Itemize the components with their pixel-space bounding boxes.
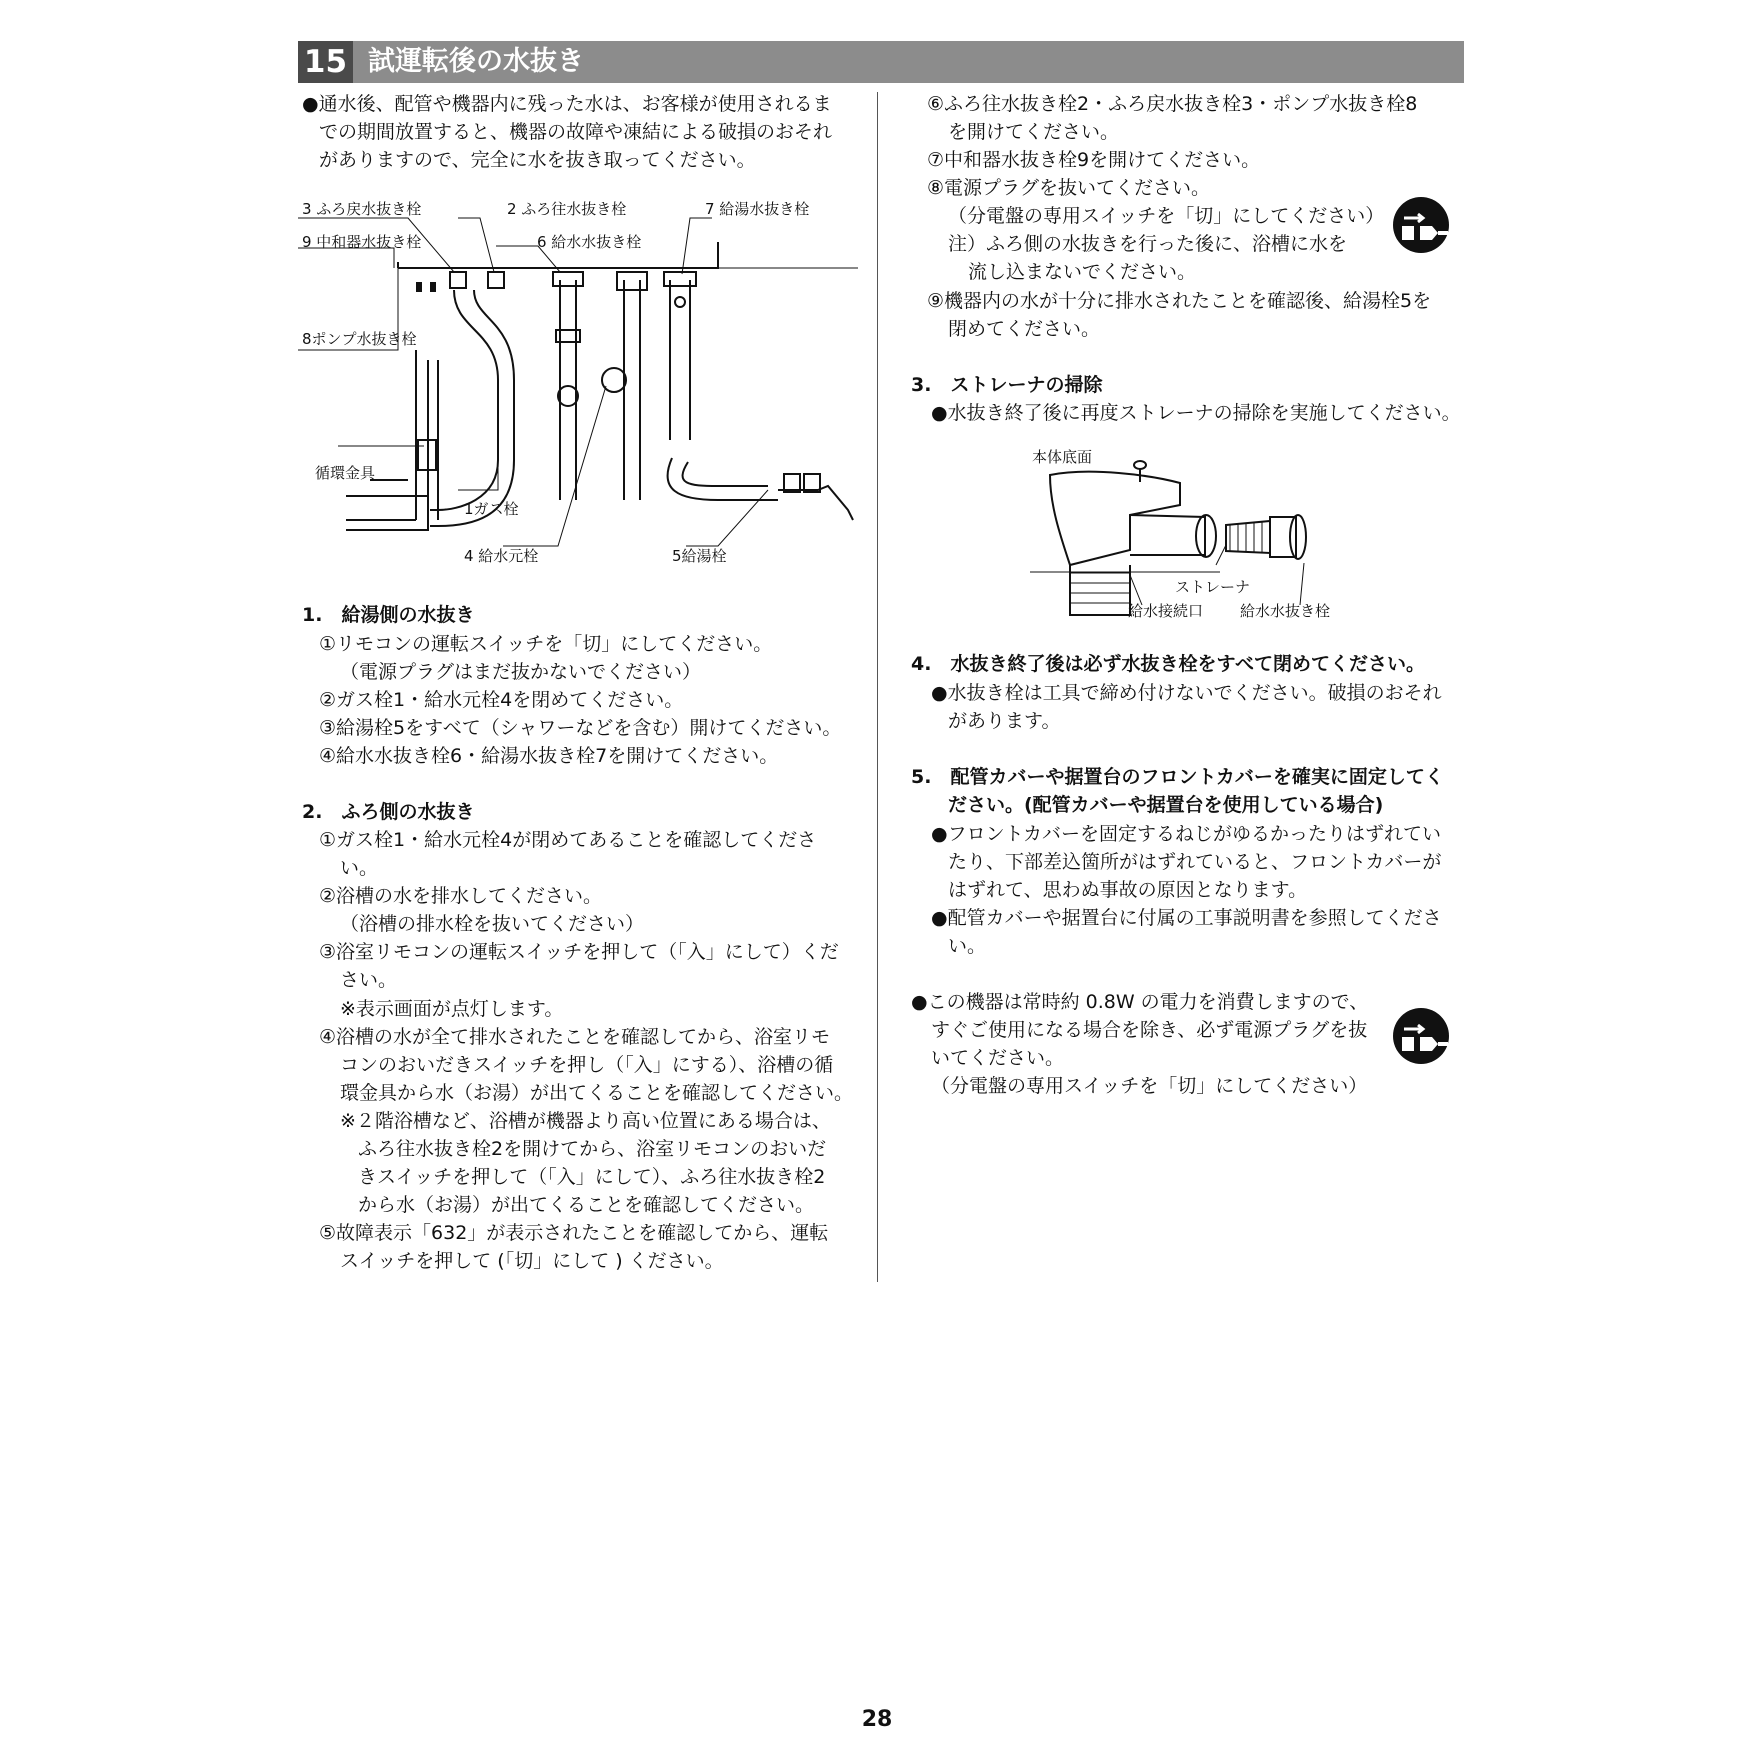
sec1-title: 1. 給湯側の水抜き: [302, 604, 475, 626]
label-unit-bottom: 本体底面: [1032, 448, 1093, 466]
label-water-supply-drain: 6 給水水抜き栓: [537, 233, 642, 251]
label-circulation-fitting: 循環金具: [315, 464, 376, 482]
sec2-line: さい。: [340, 969, 398, 991]
step-line: ⑥ふろ往水抜き栓2・ふろ戻水抜き栓3・ポンプ水抜き栓8: [927, 93, 1418, 115]
sec5-line: たり、下部差込箇所がはずれていると、フロントカバーが: [948, 851, 1442, 873]
label-furo-outgoing-drain: 2 ふろ往水抜き栓: [507, 200, 627, 218]
column-divider: [877, 92, 878, 1282]
step-line: （分電盤の専用スイッチを「切」にしてください）: [948, 205, 1385, 227]
note-line: （分電盤の専用スイッチを「切」にしてください）: [931, 1075, 1368, 1097]
sec1-line: ④給水水抜き栓6・給湯水抜き栓7を開けてください。: [319, 745, 779, 767]
step-line: ⑦中和器水抜き栓9を開けてください。: [927, 149, 1261, 171]
sec2-title: 2. ふろ側の水抜き: [302, 801, 475, 823]
step-line: 注）ふろ側の水抜きを行った後に、浴槽に水を: [948, 233, 1348, 255]
sec2-line: 環金具から水（お湯）が出てくることを確認してください。: [340, 1082, 854, 1104]
sec5-line: はずれて、思わぬ事故の原因となります。: [948, 879, 1308, 901]
sec2-line: から水（お湯）が出てくることを確認してください。: [358, 1194, 815, 1216]
sec2-line: スイッチを押して (「切」にして ) ください。: [340, 1250, 724, 1272]
sec5-title: ださい。(配管カバーや据置台を使用している場合): [948, 794, 1384, 816]
sec5-line: ●配管カバーや据置台に付属の工事説明書を参照してくださ: [931, 907, 1442, 929]
sec1-line: ②ガス栓1・給水元栓4を閉めてください。: [319, 689, 684, 711]
note-line: ●この機器は常時約 0.8W の電力を消費しますので、: [911, 991, 1369, 1013]
sec2-line: （浴槽の排水栓を抜いてください）: [340, 913, 645, 935]
sec2-line: ③浴室リモコンの運転スイッチを押して（「入」にして）くだ: [319, 941, 839, 963]
label-neutralizer-drain: 9 中和器水抜き栓: [302, 233, 422, 251]
sec2-line: ②浴槽の水を排水してください。: [319, 885, 603, 907]
step-line: ⑨機器内の水が十分に排水されたことを確認後、給湯栓5を: [927, 290, 1432, 312]
label-pump-drain: 8ポンプ水抜き栓: [302, 330, 417, 348]
intro-line: がありますので、完全に水を抜き取ってください。: [319, 149, 756, 171]
label-main-water-valve: 4 給水元栓: [464, 547, 539, 565]
sec2-line: ※表示画面が点灯します。: [340, 998, 564, 1020]
sec2-line: ①ガス栓1・給水元栓4が閉めてあることを確認してくださ: [319, 829, 817, 851]
intro-line: ●通水後、配管や機器内に残った水は、お客様が使用されるま: [302, 93, 832, 115]
unplug-icon: [1392, 1007, 1450, 1065]
step-line: を開けてください。: [948, 121, 1120, 143]
sec1-line: （電源プラグはまだ抜かないでください）: [340, 661, 702, 683]
sec1-line: ③給湯栓5をすべて（シャワーなどを含む）開けてください。: [319, 717, 842, 739]
note-line: いてください。: [931, 1047, 1065, 1069]
sec4-line: があります。: [948, 710, 1061, 732]
section-number: 15: [298, 41, 353, 83]
sec2-line: コンのおいだきスイッチを押し（「入」にする）、浴槽の循: [340, 1054, 834, 1076]
sec2-line: ⑤故障表示「632」が表示されたことを確認してから、運転: [319, 1222, 829, 1244]
label-furo-return-drain: 3 ふろ戻水抜き栓: [302, 200, 422, 218]
label-gas-valve: 1ガス栓: [464, 500, 519, 518]
label-water-inlet: 給水接続口: [1128, 602, 1204, 620]
sec2-line: ④浴槽の水が全て排水されたことを確認してから、浴室リモ: [319, 1026, 831, 1048]
step-line: 流し込まないでください。: [968, 261, 1197, 283]
intro-line: での期間放置すると、機器の故障や凍結による破損のおそれ: [319, 121, 833, 143]
section-title: 試運転後の水抜き: [368, 46, 584, 77]
sec1-line: ①リモコンの運転スイッチを「切」にしてください。: [319, 633, 773, 655]
sec2-line: ふろ往水抜き栓2を開けてから、浴室リモコンのおいだ: [358, 1138, 827, 1160]
label-hot-water-drain: 7 給湯水抜き栓: [705, 200, 810, 218]
sec5-line: ●フロントカバーを固定するねじがゆるかったりはずれてい: [931, 823, 1442, 845]
sec4-line: ●水抜き栓は工具で締め付けないでください。破損のおそれ: [931, 682, 1442, 704]
sec2-line: い。: [340, 857, 379, 879]
note-line: すぐご使用になる場合を除き、必ず電源プラグを抜: [931, 1019, 1368, 1041]
sec5-title: 5. 配管カバーや据置台のフロントカバーを確実に固定してく: [911, 766, 1444, 788]
unplug-icon: [1392, 196, 1450, 254]
sec5-line: い。: [948, 935, 987, 957]
step-line: ⑧電源プラグを抜いてください。: [927, 177, 1211, 199]
label-hot-water-tap: 5給湯栓: [672, 547, 727, 565]
step-line: 閉めてください。: [948, 318, 1101, 340]
sec3-title: 3. ストレーナの掃除: [911, 374, 1103, 396]
section-header: [298, 41, 1464, 83]
sec4-title: 4. 水抜き終了後は必ず水抜き栓をすべて閉めてください。: [911, 653, 1426, 675]
label-water-drain-plug: 給水水抜き栓: [1240, 602, 1331, 620]
sec2-line: ※２階浴槽など、浴槽が機器より高い位置にある場合は、: [340, 1110, 831, 1132]
sec3-line: ●水抜き終了後に再度ストレーナの掃除を実施してください。: [931, 402, 1461, 424]
sec2-line: きスイッチを押して（「入」にして）、ふろ往水抜き栓2: [358, 1166, 826, 1188]
label-strainer: ストレーナ: [1175, 578, 1251, 596]
page-number: 28: [861, 1707, 893, 1732]
